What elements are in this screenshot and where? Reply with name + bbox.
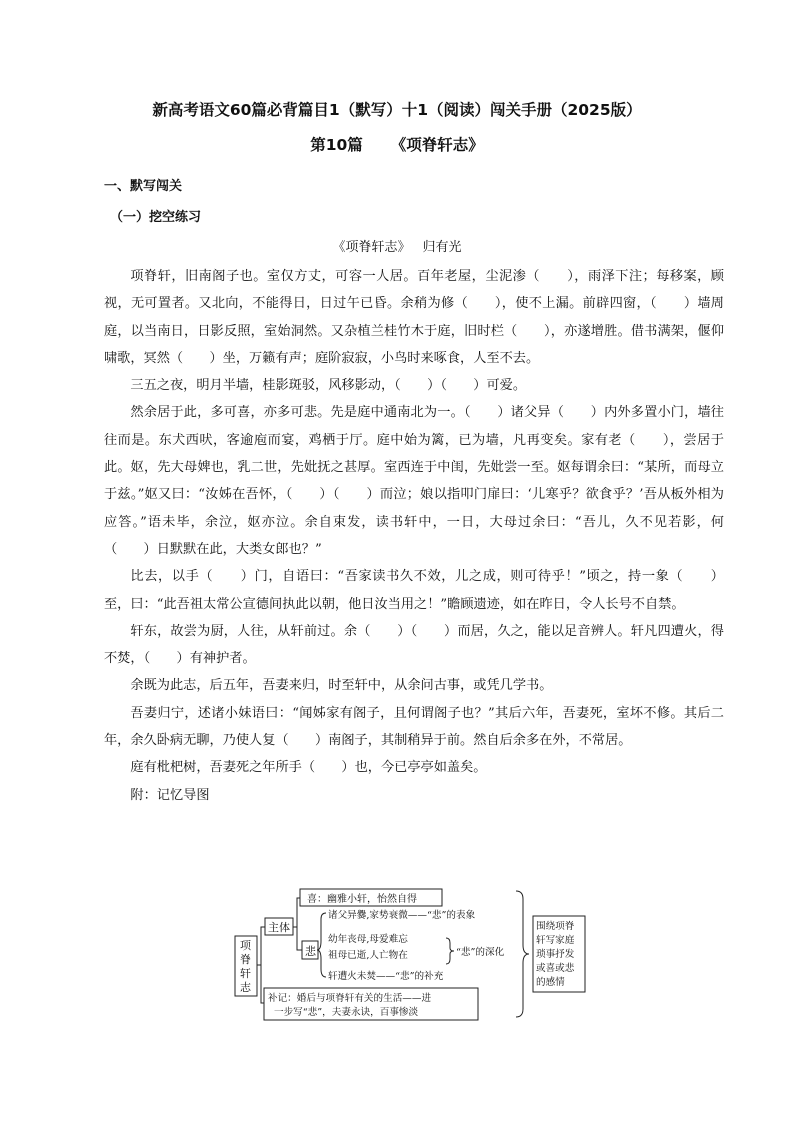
mindmap-root-char: 项 bbox=[240, 939, 251, 952]
mindmap-caption: 附：记忆导图 bbox=[130, 787, 210, 803]
mindmap-sorrow-item: 祖母已逝,人亡物在 bbox=[328, 950, 408, 961]
mindmap-summary-line: 或喜或悲 bbox=[536, 963, 575, 974]
mindmap-sorrow-item: “悲”的深化 bbox=[456, 947, 505, 958]
mindmap-summary-line: 围绕项脊 bbox=[536, 921, 575, 932]
mindmap-supplement-line: 补记：婚后与项脊轩有关的生活——进 bbox=[268, 993, 432, 1004]
mindmap-root-char: 脊 bbox=[240, 953, 251, 966]
paragraph: 吾妻归宁，述诸小妹语曰：“闻姊家有阁子，且何谓阁子也？”其后六年，吾妻死，室坏不修。其后二年，余久卧病无聊，乃使人复（ ）南阁子，其制稍异于前。然自后余多在外，不常居。 bbox=[104, 705, 724, 749]
passage-title bbox=[0, 236, 794, 255]
mindmap-joy-label: 喜：幽雅小轩，怡然自得 bbox=[307, 894, 417, 905]
paragraph: 三五之夜，明月半墙，桂影斑驳，风移影动，（ ）（ ）可爱。 bbox=[130, 378, 527, 394]
chapter-heading bbox=[0, 133, 794, 155]
paragraph: 然余居于此，多可喜，亦多可悲。先是庭中通南北为一。（ ）诸父异（ ）内外多置小门，墙往往而是。东犬西吠，客逾庖而宴，鸡栖于厅。庭中始为篱，已为墙，凡再变矣。家有老（ ），尝居于此。妪，先大母婢也，乳二世，先妣抚之甚厚。室西连于中闺，先妣尝一至。妪每谓余曰：“某所，而母立于兹。”妪又曰：“汝姊在吾怀，（ ）（ ）而泣；娘以指叩门扉曰：‘儿寒乎？欲食乎？’吾从板外相为应答。”语未毕，余泣，妪亦泣。余自束发，读书轩中，一日，大母过余曰：“吾儿，久不见若影，何（ ）日默默在此，大类女郎也？” bbox=[104, 405, 724, 557]
mindmap-sorrow-label: 悲 bbox=[305, 945, 316, 958]
chapter-number: 第10篇 bbox=[310, 136, 363, 154]
mindmap-root-char: 轩 bbox=[240, 967, 251, 980]
paragraph: 比去，以手（ ）门，自语曰：“吾家读书久不效，儿之成，则可待乎！”顷之，持一象（ ）至，曰：“此吾祖太常公宣德间执此以朝，他日汝当用之！”瞻顾遗迹，如在昨日，令人长号不自禁。 bbox=[104, 569, 724, 612]
chapter-name: 《项脊轩志》 bbox=[390, 136, 484, 154]
paragraph: 项脊轩，旧南阁子也。室仅方丈，可容一人居。百年老屋，尘泥渗（ ），雨泽下注；每移案，顾视，无可置者。又北向，不能得日，日过午已昏。余稍为修（ ），使不上漏。前辟四窗，（ ）墙周庭，以当南日，日影反照，室始洞然。又杂植兰桂竹木于庭，旧时栏（ ），亦遂增胜。借书满架，偃仰啸歌，冥然（ ）坐，万籁有声；庭阶寂寂，小鸟时来啄食，人至不去。 bbox=[104, 269, 724, 366]
document-title: 新高考语文60篇必背篇目1（默写）十1（阅读）闯关手册（2025版） bbox=[152, 101, 642, 119]
passage-name: 《项脊轩志》 bbox=[332, 240, 411, 255]
mindmap-sorrow-item: 幼年丧母,母爱难忘 bbox=[328, 934, 408, 945]
paragraph: 轩东，故尝为厨，人往，从轩前过。余（ ）（ ）而居，久之，能以足音辨人。轩凡四遭火，得不焚，（ ）有神护者。 bbox=[104, 623, 724, 667]
paragraph: 余既为此志，后五年，吾妻来归，时至轩中，从余问古事，或凭几学书。 bbox=[130, 678, 553, 694]
mindmap-root-char: 志 bbox=[240, 981, 251, 994]
mindmap-summary-line: 的感情 bbox=[536, 977, 565, 988]
mindmap-sorrow-item: 诸父异爨,家势衰微——“悲”的表象 bbox=[328, 910, 476, 921]
section-heading-fill-blank: （一）挖空练习 bbox=[110, 210, 202, 225]
section-heading-dictation: 一、默写闯关 bbox=[104, 179, 183, 194]
passage-body bbox=[104, 263, 724, 809]
mindmap-summary-line: 琐事抒发 bbox=[536, 949, 575, 960]
mindmap-supplement-line: 一步写“悲”，夫妻永诀，百事惨淡 bbox=[274, 1007, 419, 1018]
mind-map-diagram bbox=[230, 885, 575, 1021]
mindmap-sorrow-item: 轩遭火未焚——“悲”的补充 bbox=[328, 971, 444, 982]
passage-author: 归有光 bbox=[422, 240, 462, 255]
paragraph: 庭有枇杷树，吾妻死之年所手（ ）也，今已亭亭如盖矣。 bbox=[130, 760, 487, 776]
mindmap-main-label: 主体 bbox=[268, 921, 290, 934]
mindmap-summary-line: 轩写家庭 bbox=[536, 935, 575, 946]
